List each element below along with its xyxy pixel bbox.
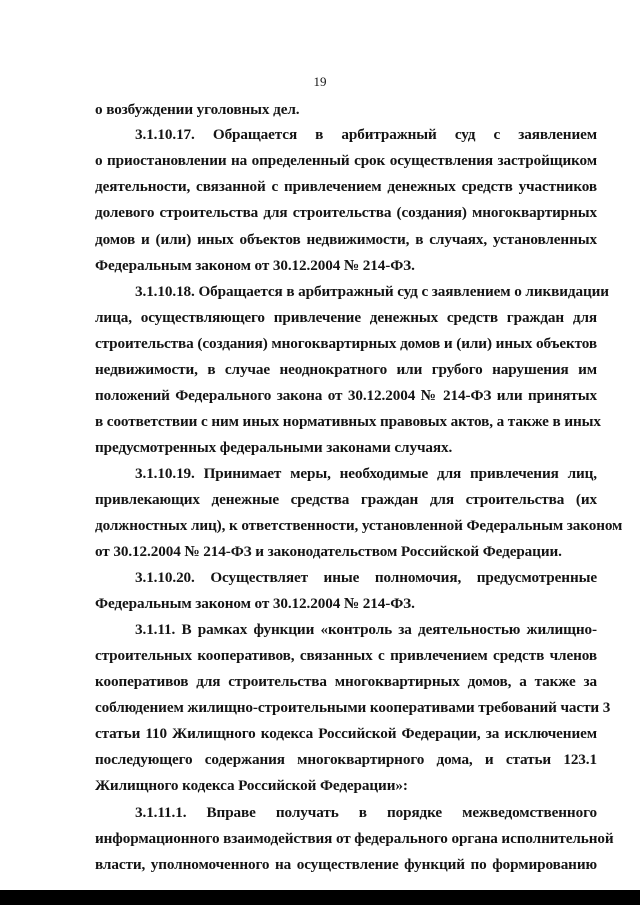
text-line: 3.1.11. В рамках функции «контроль за деятельностью жилищно-: [135, 621, 597, 638]
text-line: деятельности, связанной с привлечением денежных средств участников: [95, 178, 597, 195]
text-line: лица, осуществляющего привлечение денежных средств граждан для: [95, 309, 597, 326]
text-line: Федеральным законом от 30.12.2004 № 214-ФЗ.: [95, 257, 415, 274]
text-line: статьи 110 Жилищного кодекса Российской Федерации, за исключением: [95, 725, 597, 742]
text-line: о возбуждении уголовных дел.: [95, 101, 300, 118]
text-line: Жилищного кодекса Российской Федерации»:: [95, 777, 408, 794]
text-line: о приостановлении на определенный срок осуществления застройщиком: [95, 152, 597, 169]
text-line: информационного взаимодействия от федерального органа исполнительной: [95, 830, 614, 847]
text-line: соблюдением жилищно-строительными кооперативами требований части 3: [95, 699, 611, 716]
text-line: строительных кооперативов, связанных с привлечением средств членов: [95, 647, 597, 664]
page-number: 19: [313, 74, 327, 89]
scan-bottom-edge: [0, 890, 640, 905]
text-line: 3.1.10.17. Обращается в арбитражный суд с заявлением: [135, 126, 597, 143]
text-line: от 30.12.2004 № 214-ФЗ и законодательством Российской Федерации.: [95, 543, 562, 560]
text-line: привлекающих денежные средства граждан для строительства (их: [95, 491, 597, 508]
text-line: 3.1.10.20. Осуществляет иные полномочия, предусмотренные: [135, 569, 597, 586]
text-line: 3.1.10.19. Принимает меры, необходимые для привлечения лиц,: [135, 465, 597, 482]
text-line: последующего содержания многоквартирного дома, и статьи 123.1: [95, 751, 597, 768]
text-line: долевого строительства для строительства (создания) многоквартирных: [95, 204, 597, 221]
text-line: 3.1.11.1. Вправе получать в порядке межведомственного: [135, 804, 597, 821]
text-line: недвижимости, в случае неоднократного или грубого нарушения им: [95, 361, 597, 378]
text-line: власти, уполномоченного на осуществление функций по формированию: [95, 856, 597, 873]
text-line: предусмотренных федеральными законами случаях.: [95, 439, 453, 456]
text-line: положений Федерального закона от 30.12.2004 № 214-ФЗ или принятых: [95, 387, 597, 404]
text-line: должностных лиц), к ответственности, установленной Федеральным законом: [95, 517, 623, 534]
text-line: Федеральным законом от 30.12.2004 № 214-ФЗ.: [95, 595, 415, 612]
text-line: 3.1.10.18. Обращается в арбитражный суд с заявлением о ликвидации: [135, 283, 609, 300]
text-line: домов и (или) иных объектов недвижимости, в случаях, установленных: [95, 231, 597, 248]
text-line: кооперативов для строительства многоквартирных домов, а также за: [95, 673, 597, 690]
text-line: в соответствии с ним иных нормативных правовых актов, а также в иных: [95, 413, 601, 430]
text-line: строительства (создания) многоквартирных домов и (или) иных объектов: [95, 335, 597, 352]
